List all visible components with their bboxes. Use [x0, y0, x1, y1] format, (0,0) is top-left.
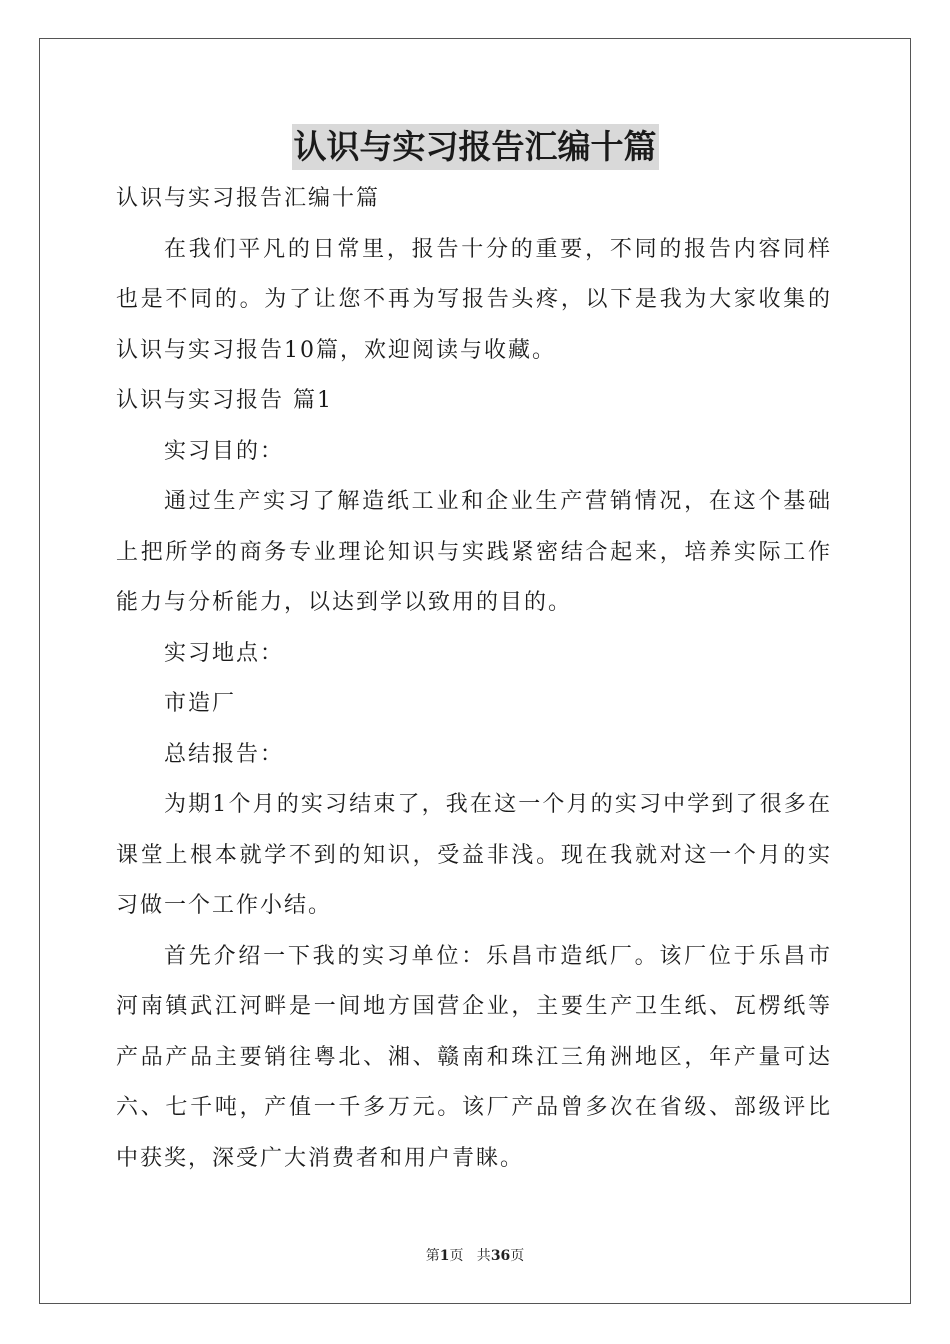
- paragraph-summary-label: 总结报告：: [164, 741, 285, 767]
- paragraph-location: 市造厂: [164, 691, 237, 716]
- footer-mid: 页 共: [449, 1248, 491, 1264]
- paragraph-location-label: 实习地点：: [164, 640, 285, 666]
- paragraph-purpose-label: 实习目的：: [164, 438, 285, 464]
- paragraph-purpose: 通过生产实习了解造纸工业和企业生产营销情况，在这个基础上把所学的商务专业理论知识与实践紧密结合起来，培养实际工作能力与分析能力，以达到学以致用的目的。: [116, 489, 832, 615]
- footer-prefix: 第: [425, 1248, 440, 1264]
- footer-total-pages: 36: [490, 1248, 511, 1264]
- document-body: [116, 174, 832, 1184]
- title-container: [0, 124, 950, 170]
- footer-suffix: 页: [510, 1248, 525, 1264]
- section-heading: 认识与实习报告 篇1: [116, 388, 333, 413]
- paragraph-company-intro: 首先介绍一下我的实习单位：乐昌市造纸厂。该厂位于乐昌市河南镇武江河畔是一间地方国营企业，主要生产卫生纸、瓦楞纸等产品产品主要销往粤北、湘、赣南和珠江三角洲地区，年产量可达六、七千吨，产值一千多万元。该厂产品曾多次在省级、部级评比中获奖，深受广大消费者和用户青睐。: [116, 943, 832, 1171]
- paragraph-intro: 在我们平凡的日常里，报告十分的重要，不同的报告内容同样也是不同的。为了让您不再为写报告头疼，以下是我为大家收集的认识与实习报告10篇，欢迎阅读与收藏。: [116, 236, 832, 363]
- paragraph-subtitle: 认识与实习报告汇编十篇: [116, 186, 381, 211]
- page-footer: [0, 1246, 950, 1266]
- document-title: 认识与实习报告汇编十篇: [292, 124, 659, 170]
- footer-current-page: 1: [439, 1248, 450, 1264]
- paragraph-summary: 为期1个月的实习结束了，我在这一个月的实习中学到了很多在课堂上根本就学不到的知识，受益非浅。现在我就对这一个月的实习做一个工作小结。: [116, 792, 832, 918]
